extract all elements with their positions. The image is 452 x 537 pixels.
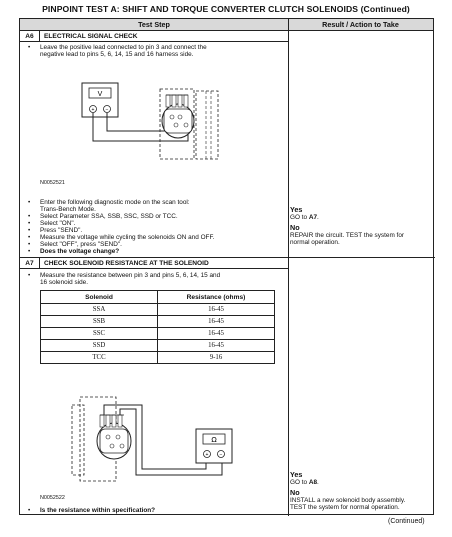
bullet-icon: • [28,44,31,51]
a6-no-action-line1: REPAIR the circuit. TEST the system for [290,232,405,239]
svg-text:+: + [91,107,95,113]
table-cell: 16-45 [158,340,275,352]
table-row [41,328,275,340]
bullet-icon: • [28,213,31,220]
a7-yes-target: A8 [308,479,317,486]
table-row [41,340,275,352]
step-a6-header [20,31,288,42]
a7-yes-label: Yes [290,470,303,479]
page-title: PINPOINT TEST A: SHIFT AND TORQUE CONVERTER CLUTCH SOLENOIDS (Continued) [42,4,410,14]
table-cell: TCC [41,352,158,364]
ohmmeter-diagram [70,391,240,491]
a6-no-action-line2: normal operation. [290,239,340,246]
bullet-icon: • [28,507,31,514]
step-a7-header [20,258,288,269]
table-cell: 16-45 [158,328,275,340]
a7-instruction-line1: Measure the resistance between pin 3 and pins 5, 6, 14, 15 and [40,272,221,279]
ohmmeter-label: Ω [211,436,217,444]
a6-bullet-1-line2: Trans-Bench Mode. [40,206,96,213]
resistance-table [40,290,275,364]
bullet-icon: • [28,272,31,279]
a6-bullet-3: Select "ON". [40,220,76,227]
a6-bullet-1-line1: Enter the following diagnostic mode on the scan tool: [40,199,190,206]
a6-bullet-5: Measure the voltage while cycling the solenoids ON and OFF. [40,234,215,241]
table-cell: 9-16 [158,352,275,364]
table-row [41,304,275,316]
connector-icon [160,89,218,159]
a7-no-action-line2: TEST the system for normal operation. [290,504,400,511]
a6-figure-code: N0052521 [40,180,65,186]
a6-question: Does the voltage change? [40,248,120,255]
table-row [41,316,275,328]
a7-yes-action: GO to A8. [290,479,319,486]
table-cell: 16-45 [158,316,275,328]
a6-bullet-2: Select Parameter SSA, SSB, SSC, SSD or TCC. [40,213,178,220]
a6-instruction-line1: Leave the positive lead connected to pin 3 and connect the [40,44,207,51]
bullet-icon: • [28,220,31,227]
svg-text:+: + [205,452,209,458]
column-divider [288,19,289,516]
table-header-row [41,291,275,304]
bullet-icon: • [28,227,31,234]
table-cell: 16-45 [158,304,275,316]
pinpoint-test-table [19,18,434,515]
step-a7-id: A7 [20,258,40,268]
a7-no-action-line1: INSTALL a new solenoid body assembly. [290,497,406,504]
table-header-resistance: Resistance (ohms) [158,291,275,304]
table-cell: SSB [41,316,158,328]
step-a7-name: CHECK SOLENOID RESISTANCE AT THE SOLENOID [44,260,209,267]
table-header-solenoid: Solenoid [41,291,158,304]
column-header-test-step: Test Step [20,19,288,31]
a7-no-label: No [290,488,300,497]
table-cell: SSC [41,328,158,340]
step-a6-name: ELECTRICAL SIGNAL CHECK [44,33,138,40]
a7-figure-code: N0052522 [40,495,65,501]
a6-yes-label: Yes [290,205,303,214]
voltmeter-label: V [97,91,103,98]
connector-icon [72,397,131,481]
bullet-icon: • [28,241,31,248]
a6-bullet-6: Select "OFF", press "SEND". [40,241,122,248]
bullet-icon: • [28,248,31,255]
continued-note: (Continued) [388,518,425,525]
step-a6-id: A6 [20,31,40,41]
a6-no-label: No [290,223,300,232]
table-row [41,352,275,364]
a6-instruction-line2: negative lead to pins 5, 6, 14, 15 and 16 harness side. [40,51,194,58]
bullet-icon: • [28,199,31,206]
svg-text:−: − [105,107,109,113]
column-header-result: Result / Action to Take [288,19,433,31]
voltmeter-diagram [80,81,230,171]
a6-bullet-4: Press "SEND". [40,227,83,234]
a7-question: Is the resistance within specification? [40,507,156,514]
svg-text:−: − [219,452,223,458]
a7-instruction-line2: 16 solenoid side. [40,279,88,286]
table-cell: SSD [41,340,158,352]
bullet-icon: • [28,234,31,241]
table-cell: SSA [41,304,158,316]
a6-yes-action: GO to A7. [290,214,319,221]
a6-yes-target: A7 [308,214,317,221]
